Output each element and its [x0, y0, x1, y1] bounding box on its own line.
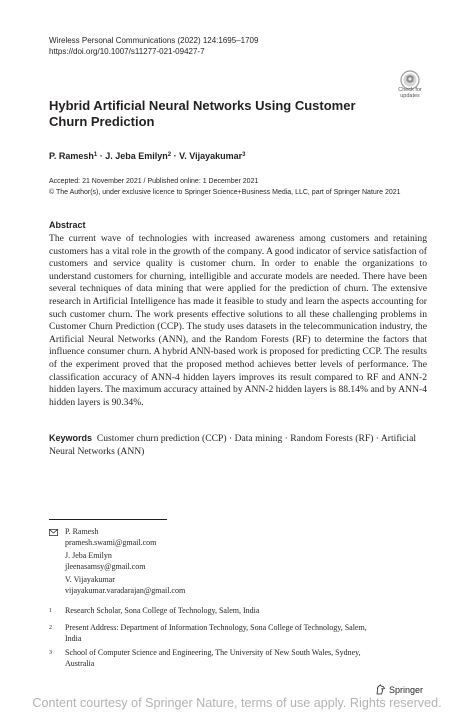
correspondent-name: P. Ramesh	[65, 527, 99, 536]
author-name: V. Vijayakumar	[179, 151, 243, 161]
keywords-heading: Keywords	[49, 433, 93, 443]
author-separator: ·	[97, 151, 106, 161]
correspondent-name: J. Jeba Emilyn	[65, 551, 112, 560]
affiliation-number: 2	[49, 625, 52, 631]
affiliation-number: 1	[49, 608, 52, 614]
affiliation-text: Research Scholar, Sona College of Technology, Salem, India	[65, 606, 260, 615]
article-title: Hybrid Artificial Neural Networks Using Customer Churn Prediction	[49, 98, 356, 129]
publisher-name: Springer	[389, 684, 424, 695]
author-name: J. Jeba Emilyn	[105, 151, 168, 161]
correspondent-email[interactable]: jleenasamsy@gmail.com	[65, 561, 146, 571]
affiliation-number: 3	[49, 650, 52, 656]
author-affiliation-marker: 2	[167, 152, 172, 158]
correspondence-entry	[65, 575, 265, 596]
envelope-icon	[49, 529, 58, 536]
author-separator: ·	[171, 151, 180, 161]
acceptance-dates: Accepted: 21 November 2021 / Published online: 1 December 2021	[49, 178, 259, 185]
affiliation-text: Present Address: Department of Information Technology, Sona College of Technology, Salem, India	[65, 623, 367, 643]
correspondent-email[interactable]: vijayakumar.varadarajan@gmail.com	[65, 585, 186, 595]
publication-dates	[49, 176, 401, 198]
correspondent-email[interactable]: pramesh.swami@gmail.com	[65, 537, 157, 547]
author-affiliation-marker: 1	[93, 152, 98, 158]
footnote-divider	[49, 519, 167, 520]
correspondence-entry	[65, 527, 265, 548]
affiliation-text: School of Computer Science and Engineering, The University of New South Wales, Sydney, Australia	[65, 648, 361, 668]
keywords-section	[49, 432, 427, 458]
correspondence-entry	[65, 551, 265, 572]
doi-link[interactable]: https://doi.org/10.1007/s11277-021-09427-7	[49, 47, 205, 56]
journal-citation: Wireless Personal Communications (2022) 124:1695–1709	[49, 36, 259, 45]
abstract-heading: Abstract	[49, 220, 86, 230]
check-for-updates-label: Check for updates	[398, 87, 422, 99]
publisher-logo	[375, 684, 423, 695]
courtesy-notice: Content courtesy of Springer Nature, terms of use apply. Rights reserved.	[32, 696, 442, 710]
author-name: P. Ramesh	[49, 151, 94, 161]
abstract-body: The current wave of technologies with increased awareness among customers and retaining customers has a vital role in the growth of the company. A good indicator of service satisfaction of customers and service quality is customer churn. In order to enable the organizations to understand customers for churning, intelligible and accurate models are needed. There have been several techniques of data mining that were applied for the prediction of churn. The extensive research in Artificial Intelligence has made it feasible to study and learn the aspects accounting for such customer churn. The work presents effective solutions to all these challenging problems in Customer Churn Prediction (CCP). The study uses datasets in the telecommunication industry, the Artificial Neural Networks (ANN), and the Random Forests (RF) to determine the factors that influence consumer churn. A hybrid ANN-based work is proposed for predicting CCP. The results of the experiment proved that the proposed method achieves better levels of performance. The classification accuracy of ANN-4 hidden layers improves its result compared to RF and ANN-2 hidden layers. The maximum accuracy attained by ANN-2 hidden layers is 88.14% and by ANN-4 hidden layers is 90.34%.	[49, 233, 428, 408]
author-list	[49, 150, 245, 162]
keywords-list: Customer churn prediction (CCP) · Data mining · Random Forests (RF) · Artificial Neural Networks (ANN)	[49, 433, 417, 457]
springer-horse-icon	[375, 684, 386, 695]
journal-header	[49, 35, 258, 57]
author-affiliation-marker: 3	[242, 152, 246, 158]
copyright-line: © The Author(s), under exclusive licence to Springer Science+Business Media, LLC, part of Springer Nature 2021	[49, 189, 401, 196]
correspondent-name: V. Vijayakumar	[65, 575, 115, 584]
